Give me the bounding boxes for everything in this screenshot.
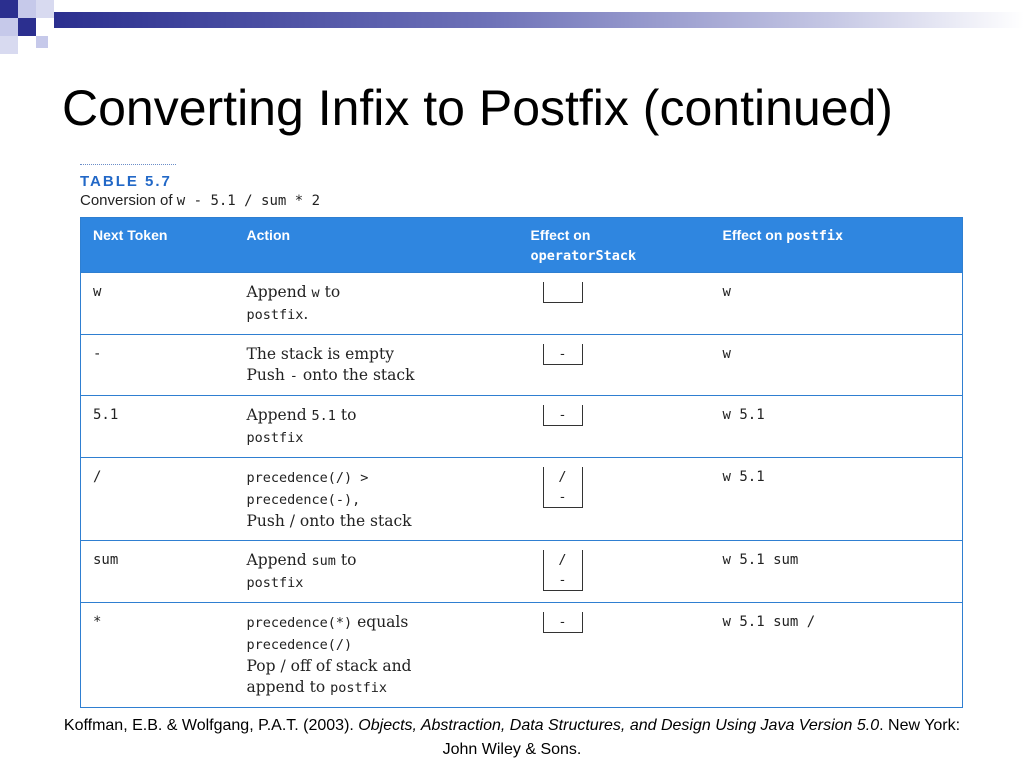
- action-code: postfix: [246, 307, 304, 323]
- action-text: Pop / off of stack and: [246, 657, 412, 675]
- stack-item: [544, 282, 582, 302]
- stack-diagram: [543, 467, 583, 508]
- action-code: postfix: [246, 575, 304, 591]
- table-body: [81, 273, 963, 708]
- stack-diagram: [543, 612, 583, 633]
- cell-action: [235, 396, 519, 458]
- stack-diagram: [543, 405, 583, 426]
- cell-action: [235, 458, 519, 541]
- table-dotted-rule: [80, 164, 176, 165]
- table-row: [81, 458, 963, 541]
- action-code: precedence(*): [246, 615, 353, 631]
- cell-action: [235, 335, 519, 396]
- stack-diagram: [543, 344, 583, 365]
- header-effect-stack: [519, 218, 711, 273]
- table-caption: [80, 192, 962, 209]
- decor-gradient-bar: [54, 12, 1024, 28]
- cell-effect-postfix: w 5.1: [711, 396, 963, 458]
- decor-square: [18, 0, 36, 18]
- cell-operator-stack: [519, 335, 711, 396]
- header-effect-postfix-code: postfix: [786, 228, 844, 244]
- action-code: precedence(/): [246, 637, 353, 653]
- decor-square: [0, 36, 18, 54]
- stack-item: /: [558, 552, 567, 568]
- cell-effect-postfix: w 5.1 sum /: [711, 603, 963, 708]
- decor-square: [36, 36, 48, 48]
- header-effect-stack-line2: operatorStack: [530, 248, 637, 264]
- action-text: to: [335, 551, 357, 569]
- decor-square: [18, 18, 36, 36]
- action-code: postfix: [246, 430, 304, 446]
- decor-square: [36, 0, 54, 18]
- action-code: sum: [311, 553, 336, 569]
- conversion-table: [80, 217, 963, 708]
- action-text: Push: [246, 366, 290, 384]
- table-row: [81, 541, 963, 603]
- cell-operator-stack: [519, 603, 711, 708]
- cell-next-token: /: [81, 458, 235, 541]
- stack-item: -: [558, 346, 567, 362]
- decor-square: [0, 0, 18, 18]
- citation-authors: Koffman, E.B. & Wolfgang, P.A.T. (2003).: [63, 717, 359, 734]
- stack-item: -: [558, 407, 567, 423]
- caption-prefix: Conversion of: [80, 192, 173, 209]
- cell-next-token: *: [81, 603, 235, 708]
- citation: [60, 714, 964, 762]
- action-code: w: [311, 285, 320, 301]
- action-code: precedence(/) >: [246, 470, 369, 486]
- cell-effect-postfix: w 5.1 sum: [711, 541, 963, 603]
- action-text: .: [303, 305, 309, 323]
- table-row: [81, 603, 963, 708]
- action-text: equals: [352, 613, 409, 631]
- action-text: Append: [246, 551, 312, 569]
- cell-effect-postfix: w: [711, 273, 963, 335]
- action-text: append to: [246, 678, 331, 696]
- table-figure: [80, 164, 962, 708]
- header-effect-postfix: [711, 218, 963, 273]
- cell-operator-stack: [519, 458, 711, 541]
- decor-square: [0, 18, 18, 36]
- action-text: onto the stack: [297, 366, 415, 384]
- stack-item: -: [558, 489, 567, 505]
- stack-item: /: [558, 469, 567, 485]
- action-text: The stack is empty: [246, 345, 394, 363]
- header-action: Action: [235, 218, 519, 273]
- cell-next-token: -: [81, 335, 235, 396]
- table-label: TABLE 5.7: [80, 173, 172, 190]
- action-text: Push / onto the stack: [246, 512, 412, 530]
- action-text: to: [335, 406, 357, 424]
- cell-action: [235, 273, 519, 335]
- table-row: [81, 273, 963, 335]
- citation-title: Objects, Abstraction, Data Structures, and Design Using Java Version 5.0: [358, 717, 880, 734]
- cell-operator-stack: [519, 273, 711, 335]
- header-next-token: Next Token: [81, 218, 235, 273]
- cell-operator-stack: [519, 541, 711, 603]
- stack-item: -: [558, 572, 567, 588]
- cell-action: [235, 541, 519, 603]
- action-text: Append: [246, 283, 312, 301]
- stack-diagram: [543, 282, 583, 303]
- cell-effect-postfix: w 5.1: [711, 458, 963, 541]
- action-code: -: [289, 368, 298, 384]
- action-code: precedence(-),: [246, 492, 361, 508]
- table-header-row: [81, 218, 963, 273]
- cell-next-token: sum: [81, 541, 235, 603]
- action-code: 5.1: [311, 408, 336, 424]
- citation-publisher: . New York: John Wiley & Sons.: [442, 717, 961, 758]
- cell-effect-postfix: w: [711, 335, 963, 396]
- cell-action: [235, 603, 519, 708]
- cell-operator-stack: [519, 396, 711, 458]
- table-row: [81, 335, 963, 396]
- cell-next-token: 5.1: [81, 396, 235, 458]
- caption-expression: w - 5.1 / sum * 2: [176, 193, 321, 209]
- action-text: Append: [246, 406, 312, 424]
- slide-title: Converting Infix to Postfix (continued): [62, 80, 893, 136]
- stack-item: -: [558, 614, 567, 630]
- action-code: postfix: [330, 680, 387, 696]
- table-row: [81, 396, 963, 458]
- header-effect-stack-line1: Effect on: [530, 227, 591, 243]
- header-effect-postfix-text: Effect on: [722, 227, 783, 243]
- stack-diagram: [543, 550, 583, 591]
- cell-next-token: w: [81, 273, 235, 335]
- action-text: to: [319, 283, 341, 301]
